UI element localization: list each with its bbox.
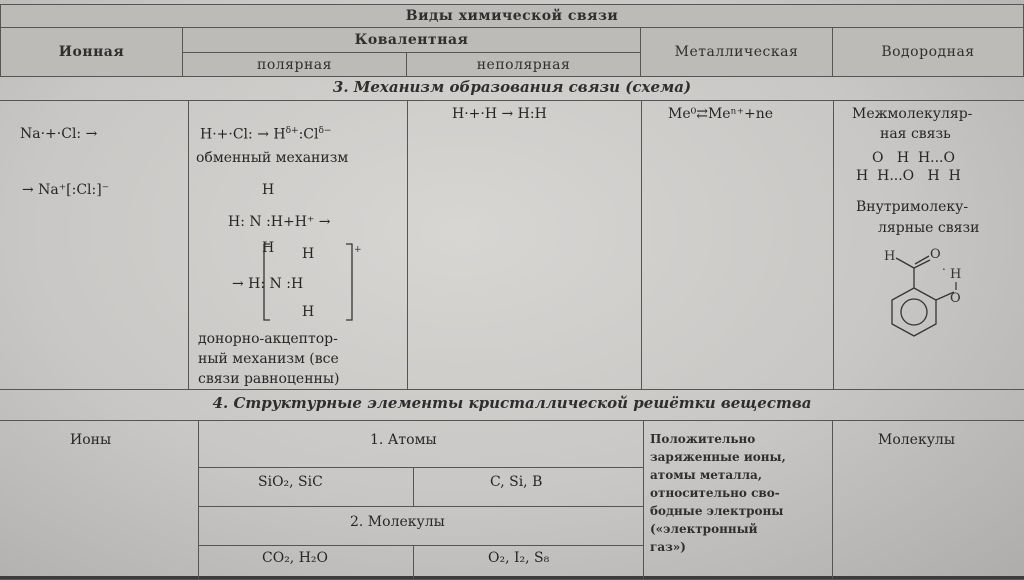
header-polar <box>182 52 407 77</box>
table-title-text: Виды химической связи <box>405 8 619 24</box>
header-nonpolar <box>406 52 641 77</box>
header-ionic <box>0 27 183 77</box>
ammonium-top: H <box>302 246 315 262</box>
section-3-text: 3. Механизм образования связи (схема) <box>332 78 692 96</box>
lattice-atoms-a-text: SiO₂, SiC <box>258 474 323 490</box>
header-covalent <box>182 27 641 53</box>
header-hydrogen <box>832 27 1024 77</box>
metallic-line-3: атомы металла, <box>650 468 762 482</box>
hydrogen-intra-1 <box>856 199 968 215</box>
lattice-atoms-text: 1. Атомы <box>370 432 437 448</box>
svg-text:+: + <box>354 245 362 255</box>
metallic-scheme <box>668 106 773 122</box>
mechanism-nonpolar-cell <box>407 100 642 390</box>
header-hydrogen-text: Водородная <box>881 44 975 60</box>
svg-text:O: O <box>950 291 961 306</box>
lattice-molecules-label <box>878 432 955 448</box>
header-metallic <box>640 27 833 77</box>
lattice-molecules-head-label <box>350 514 445 530</box>
lattice-molecules-b <box>488 550 549 566</box>
donor-acceptor-2-text: ный механизм (все <box>198 351 339 367</box>
metallic-line-4: относительно сво- <box>650 486 780 500</box>
ionic-scheme-1-text: Na·+·Cl: → <box>20 126 98 142</box>
metallic-line-5: бодные электроны <box>650 504 784 518</box>
header-metallic-text: Металлическая <box>674 44 799 60</box>
mechanism-metallic-cell <box>641 100 834 390</box>
water-dimer-top: O H H...O <box>872 150 955 166</box>
section-4-text: 4. Структурные элементы кристаллической решётки вещества <box>212 394 812 412</box>
donor-acceptor-3 <box>198 371 339 387</box>
hydrogen-intra-1-text: Внутримолеку- <box>856 199 969 215</box>
lattice-atoms-a <box>258 474 323 490</box>
section-4-heading <box>0 394 1024 412</box>
header-ionic-text: Ионная <box>58 44 125 60</box>
lattice-ions-label <box>70 432 111 448</box>
svg-text:H: H <box>884 249 896 264</box>
ionic-scheme-2-text: → Na⁺[:Cl:]⁻ <box>22 182 110 198</box>
header-nonpolar-text: неполярная <box>476 56 571 73</box>
header-polar-text: полярная <box>257 56 332 73</box>
lattice-atoms-b <box>490 474 542 490</box>
lattice-molecules-head-text: 2. Молекулы <box>350 514 445 530</box>
salicylaldehyde-structure <box>880 242 980 342</box>
table-title <box>0 4 1024 28</box>
hydrogen-intra-2-text: лярные связи <box>878 220 980 236</box>
donor-acceptor-1 <box>198 331 338 347</box>
ammonium-bottom: H <box>302 304 315 320</box>
ionic-scheme-1 <box>20 126 97 142</box>
lattice-molecules-a-text: CO₂, H₂O <box>262 550 329 566</box>
mechanism-ionic-cell <box>0 100 189 390</box>
lattice-atoms-b-text: C, Si, B <box>490 474 543 490</box>
svg-text:H: H <box>950 267 962 282</box>
polar-exchange-text: обменный механизм <box>196 150 349 166</box>
section-3-heading <box>0 78 1024 96</box>
lattice-atoms-label <box>370 432 437 448</box>
hydrogen-inter-2-text: ная связь <box>880 126 951 142</box>
water-dimer-bottom: H H...O H H <box>856 168 961 184</box>
metallic-scheme-text: Me⁰⇄Meⁿ⁺+ne <box>668 106 774 122</box>
lattice-molecules-b-text: O₂, I₂, S₈ <box>488 550 550 566</box>
polar-exchange-label <box>196 150 348 166</box>
metallic-line-7: газ») <box>650 540 686 554</box>
hydrogen-inter-1-text: Межмолекуляр- <box>852 106 973 122</box>
header-covalent-text: Ковалентная <box>354 32 469 48</box>
donor-acceptor-3-text: связи равноценны) <box>198 371 340 387</box>
polar-scheme-1-text: H·+·Cl: → H <box>200 126 286 143</box>
ionic-scheme-2 <box>22 182 109 198</box>
metallic-line-1: Положительно <box>650 432 756 446</box>
ammonium-mid: → H: N :H <box>232 276 304 292</box>
nh3-top-h: H <box>262 182 275 198</box>
nh3-scheme <box>228 214 331 230</box>
nh3-bottom-h: H <box>262 240 275 256</box>
nonpolar-scheme-text: H·+·H → H:H <box>452 106 547 122</box>
hydrogen-inter-1 <box>852 106 972 122</box>
svg-text:.: . <box>942 259 946 273</box>
hydrogen-inter-2 <box>880 126 951 142</box>
lattice-ions-text: Ионы <box>70 432 112 448</box>
lattice-molecules-a <box>262 550 328 566</box>
donor-acceptor-1-text: донорно-акцептор- <box>198 331 338 347</box>
svg-text:O: O <box>930 247 941 262</box>
lattice-metallic-text <box>650 430 786 556</box>
hydrogen-intra-2 <box>878 220 979 236</box>
polar-scheme-1: H·+·Cl: → $H^{\delta+}:Cl^{\delta-}$ <box>200 126 332 143</box>
metallic-line-6: («электронный <box>650 522 758 536</box>
nh3-scheme-text: H: N :H+H⁺ → <box>228 214 331 230</box>
metallic-line-2: заряженные ионы, <box>650 450 786 464</box>
lattice-molecules-text: Молекулы <box>878 432 955 448</box>
donor-acceptor-2 <box>198 351 339 367</box>
nonpolar-scheme <box>452 106 547 122</box>
